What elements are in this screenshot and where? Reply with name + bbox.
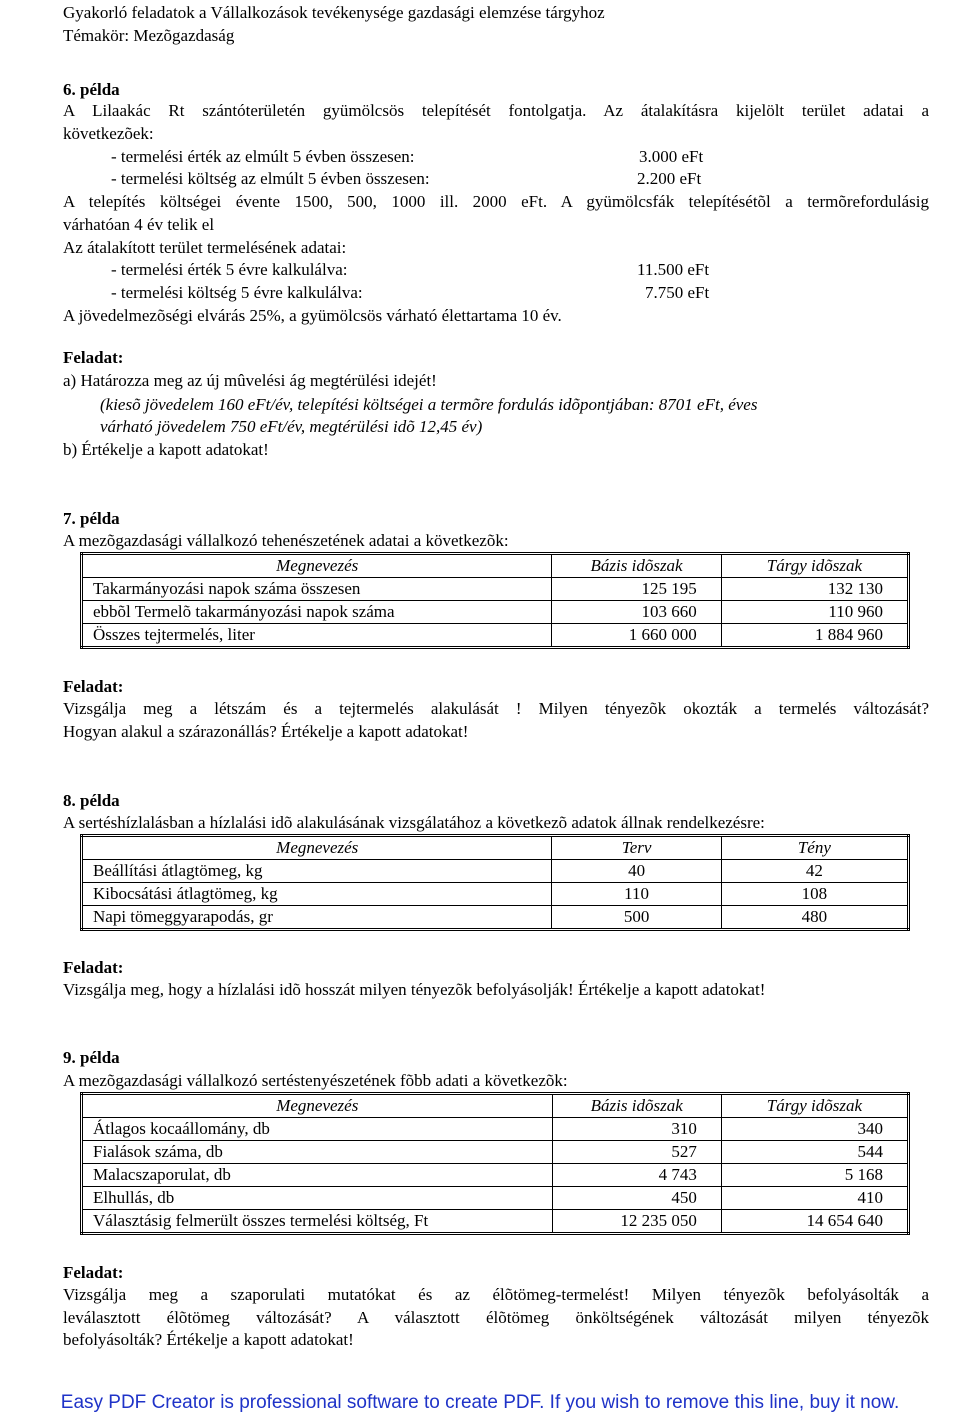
ex9-intro: A mezõgazdasági vállalkozó sertéstenyészetének fõbb adati a következõk: — [63, 1071, 568, 1090]
ex9-row4-base: 450 — [552, 1187, 721, 1210]
ex9-row3-name: Malacszaporulat, db — [82, 1164, 553, 1187]
ex9-row3-subject: 5 168 — [721, 1164, 908, 1187]
table-row — [82, 1187, 909, 1210]
ex7-task-2: Hogyan alakul a szárazonállás? Értékelje a kapott adatokat! — [63, 722, 469, 741]
ex6-cost-line-2: várhatóan 4 év telik el — [63, 215, 215, 234]
ex9-row4-subject: 410 — [721, 1187, 908, 1210]
ex9-task-1: Vizsgálja meg a szaporulati mutatókat és az élõtömeg-termelést! Milyen tényezõk befolyásolták a — [63, 1285, 929, 1304]
ex6-expectation: A jövedelmezõségi elvárás 25%, a gyümölcsös várható élettartama 10 év. — [63, 306, 562, 325]
ex7-row3-base: 1 660 000 — [552, 624, 721, 648]
ex7-row1-subject: 132 130 — [721, 578, 908, 601]
table-row — [82, 601, 909, 624]
ex6-item1-value: 3.000 eFt — [639, 147, 704, 166]
ex8-row1-plan: 40 — [552, 860, 721, 883]
ex9-task-3: befolyásolták? Értékelje a kapott adatokat! — [63, 1330, 354, 1349]
ex6-item1-label: - termelési érték az elmúlt 5 évben összesen: — [111, 147, 415, 166]
ex8-row3-name: Napi tömeggyarapodás, gr — [82, 906, 552, 930]
ex8-table — [80, 834, 910, 931]
ex7-row3-subject: 1 884 960 — [721, 624, 908, 648]
ex8-intro: A sertéshízlalásban a hízlalási idõ alakulásának vizsgálatához a következõ adatok állnak rendelkezésre: — [63, 813, 765, 832]
ex8-row2-actual: 108 — [721, 883, 908, 906]
ex8-row3-actual: 480 — [721, 906, 908, 930]
ex9-row2-base: 527 — [552, 1141, 721, 1164]
ex7-row1-name: Takarmányozási napok száma összesen — [82, 578, 552, 601]
table-row — [82, 1210, 909, 1234]
table-row — [82, 1141, 909, 1164]
table-row — [82, 1164, 909, 1187]
ex6-task-a: a) Határozza meg az új mûvelési ág megtérülési idejét! — [63, 371, 437, 390]
ex9-table — [80, 1092, 910, 1235]
ex7-task-label: Feladat: — [63, 677, 124, 696]
ex6-item4-label: - termelési költség 5 évre kalkulálva: — [111, 283, 363, 302]
ex6-hint-1: (kiesõ jövedelem 160 eFt/év, telepítési költségei a termõre fordulás idõpontjában: 8701 eFt, éves — [100, 395, 758, 414]
ex6-item2-value: 2.200 eFt — [637, 169, 702, 188]
pdf-creator-footer: Easy PDF Creator is professional software to create PDF. If you wish to remove this line, buy it now. — [60, 1392, 900, 1413]
ex8-header-actual: Tény — [721, 836, 908, 860]
ex8-row2-plan: 110 — [552, 883, 721, 906]
ex6-item2-label: - termelési költség az elmúlt 5 évben összesen: — [111, 169, 430, 188]
ex9-row4-name: Elhullás, db — [82, 1187, 553, 1210]
ex7-intro: A mezõgazdasági vállalkozó tehenészetének adatai a következõk: — [63, 531, 509, 550]
table-row — [82, 578, 909, 601]
ex9-row5-name: Választásig felmerült összes termelési költség, Ft — [82, 1210, 553, 1234]
ex9-header-name: Megnevezés — [82, 1094, 553, 1118]
ex7-task-1: Vizsgálja meg a létszám és a tejtermelés alakulását ! Milyen tényezõk okozták a termelés változását? — [63, 699, 929, 718]
ex7-table — [80, 552, 910, 649]
ex7-row2-subject: 110 960 — [721, 601, 908, 624]
ex9-header-subject: Tárgy idõszak — [721, 1094, 908, 1118]
ex6-intro-2: következõek: — [63, 124, 154, 143]
ex6-cost-line: A telepítés költségei évente 1500, 500, 1000 ill. 2000 eFt. A gyümölcsfák telepítésétõl a termõrefordulásig — [63, 192, 929, 211]
ex9-row1-base: 310 — [552, 1118, 721, 1141]
ex9-title: 9. példa — [63, 1048, 120, 1067]
ex8-task-label: Feladat: — [63, 958, 124, 977]
ex7-row1-base: 125 195 — [552, 578, 721, 601]
ex9-row1-name: Átlagos kocaállomány, db — [82, 1118, 553, 1141]
table-row — [82, 906, 909, 930]
ex9-table-header — [82, 1094, 909, 1118]
ex8-row2-name: Kibocsátási átlagtömeg, kg — [82, 883, 552, 906]
ex9-row5-base: 12 235 050 — [552, 1210, 721, 1234]
ex9-header-base: Bázis idõszak — [552, 1094, 721, 1118]
ex9-row5-subject: 14 654 640 — [721, 1210, 908, 1234]
ex6-item4-value: 7.750 eFt — [645, 283, 710, 302]
ex7-row2-name: ebbõl Termelõ takarmányozási napok száma — [82, 601, 552, 624]
table-row — [82, 860, 909, 883]
ex6-task-b: b) Értékelje a kapott adatokat! — [63, 440, 269, 459]
table-row — [82, 883, 909, 906]
ex7-table-header — [82, 554, 909, 578]
ex8-table-header — [82, 836, 909, 860]
ex6-task-label: Feladat: — [63, 348, 124, 367]
ex9-task-label: Feladat: — [63, 1263, 124, 1282]
ex8-row1-name: Beállítási átlagtömeg, kg — [82, 860, 552, 883]
ex6-item3-label: - termelési érték 5 évre kalkulálva: — [111, 260, 348, 279]
ex8-header-name: Megnevezés — [82, 836, 552, 860]
table-row — [82, 624, 909, 648]
ex9-task-2: leválasztott élõtömeg változását? A választott élõtömeg önköltségének változását milyen tényezõk — [63, 1308, 929, 1327]
ex8-row3-plan: 500 — [552, 906, 721, 930]
ex9-row2-name: Fialások száma, db — [82, 1141, 553, 1164]
ex6-item3-value: 11.500 eFt — [637, 260, 710, 279]
ex6-title: 6. példa — [63, 80, 120, 99]
ex7-header-subject: Tárgy idõszak — [721, 554, 908, 578]
ex7-row2-base: 103 660 — [552, 601, 721, 624]
header-line-2: Témakör: Mezõgazdaság — [63, 26, 235, 45]
ex9-row2-subject: 544 — [721, 1141, 908, 1164]
ex7-title: 7. példa — [63, 509, 120, 528]
ex9-row3-base: 4 743 — [552, 1164, 721, 1187]
ex9-row1-subject: 340 — [721, 1118, 908, 1141]
ex6-hint-2: várható jövedelem 750 eFt/év, megtérülési idõ 12,45 év) — [100, 417, 483, 436]
header-line-1: Gyakorló feladatok a Vállalkozások tevékenysége gazdasági elemzése tárgyhoz — [63, 3, 605, 22]
ex6-converted-title: Az átalakított terület termelésének adatai: — [63, 238, 347, 257]
ex8-row1-actual: 42 — [721, 860, 908, 883]
ex7-header-base: Bázis idõszak — [552, 554, 721, 578]
table-row — [82, 1118, 909, 1141]
ex8-header-plan: Terv — [552, 836, 721, 860]
ex7-row3-name: Összes tejtermelés, liter — [82, 624, 552, 648]
ex8-task-1: Vizsgálja meg, hogy a hízlalási idõ hosszát milyen tényezõk befolyásolják! Értékelje a kapott adatokat! — [63, 980, 766, 999]
ex6-intro-1: A Lilaakác Rt szántóterületén gyümölcsös telepítését fontolgatja. Az átalakításra kijelölt terület adatai a — [63, 101, 929, 120]
ex7-header-name: Megnevezés — [82, 554, 552, 578]
ex8-title: 8. példa — [63, 791, 120, 810]
